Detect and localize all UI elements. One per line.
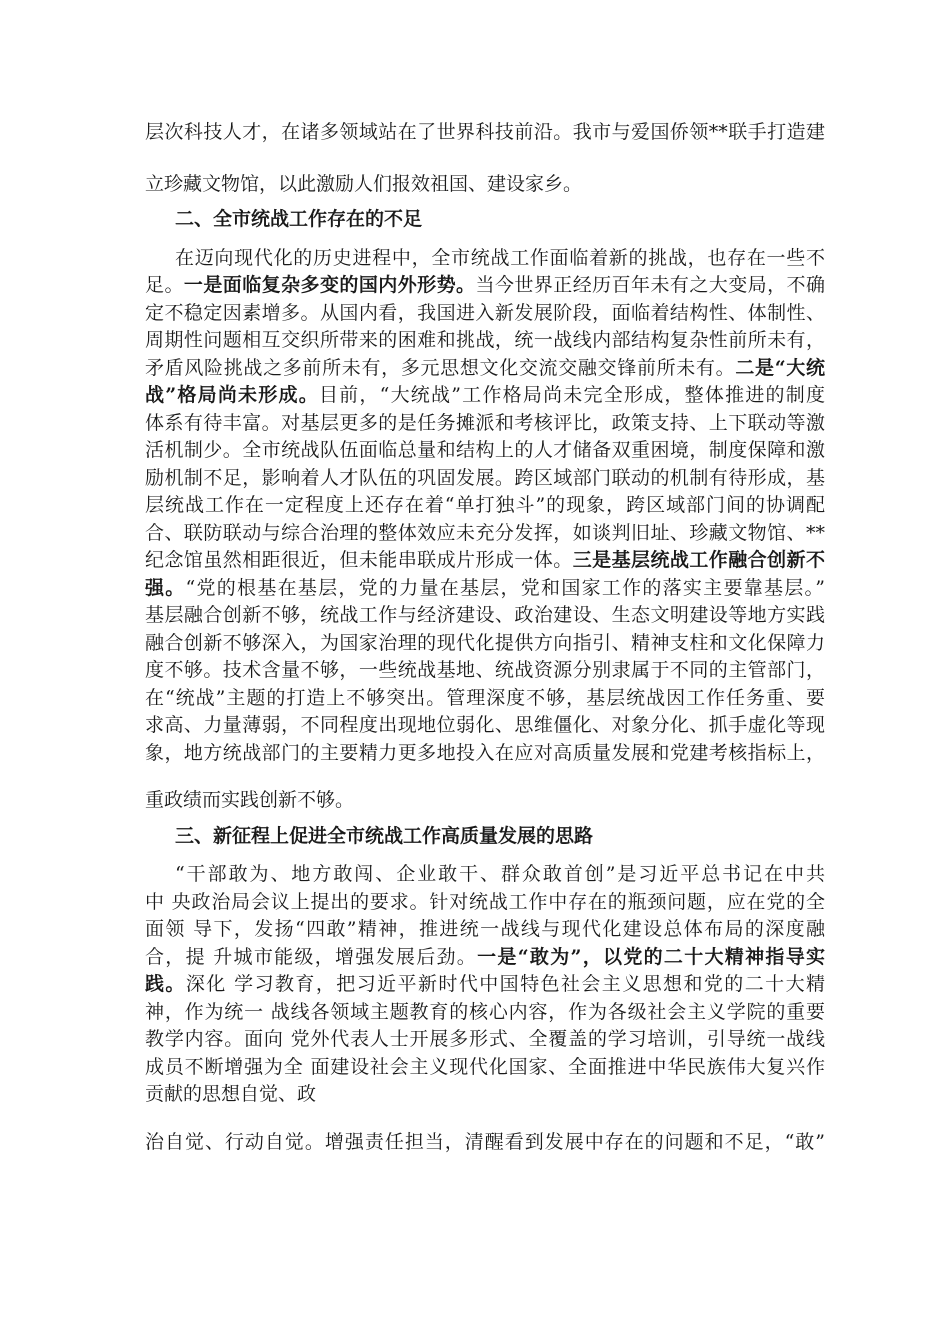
text-segment: 足。 (145, 274, 184, 296)
text-line: 治自觉、行动自觉。增强责任担当，清醒看到发展中存在的问题和不足，“敢” (145, 1131, 825, 1153)
text-segment: 矛盾风险挑战之多前所未有，多元思想文化交流交融交锋前所未有。 (145, 357, 736, 379)
text-line: 重政绩而实践创新不够。 (145, 789, 355, 811)
text-line: 成员不断增强为全 面建设社会主义现代化国家、全面推进中华民族伟大复兴作 (145, 1056, 825, 1078)
text-segment: 目前，“大统战”工作格局尚未完全形成，整体推进的制度 (318, 384, 825, 406)
text-line: 励机制不足，影响着人才队伍的巩固发展。跨区域部门联动的机制有待形成，基 (145, 467, 825, 489)
text-line: 在迈向现代化的历史进程中，全市统战工作面临着新的挑战，也存在一些不 (175, 247, 825, 269)
text-segment: 深化 学习教育，把习近平新时代中国特色社会主义思想和党的二十大精 (185, 973, 825, 995)
text-line (145, 576, 825, 600)
bold-point-three-cont: 强。 (145, 577, 186, 599)
text-segment: 纪念馆虽然相距很近，但未能串联成片形成一体。 (145, 549, 573, 571)
text-segment: “党的根基在基层，党的力量在基层，党和国家工作的落实主要靠基层。” (185, 577, 825, 599)
text-line: 求高、力量薄弱，不同程度出现地位弱化、思维僵化、对象分化、抓手虚化等现 (145, 714, 825, 736)
text-line: 基层融合创新不够，统战工作与经济建设、政治建设、生态文明建设等地方实践 (145, 604, 825, 626)
text-line: 活机制少。全市统战队伍面临总量和结构上的人才储备双重困境，制度保障和激 (145, 439, 825, 461)
bold-point-two: 二是“大统 (735, 357, 825, 379)
text-line (145, 273, 825, 297)
text-line (145, 383, 825, 407)
text-line: 立珍藏文物馆，以此激励人们报效祖国、建设家乡。 (145, 173, 583, 195)
bold-point-dare-cont: 践。 (145, 973, 186, 995)
text-line: 定不稳定因素增多。从国内看，我国进入新发展阶段，面临着结构性、体制性、 (145, 302, 825, 324)
text-line: 体系有待丰富。对基层更多的是任务摊派和考核评比，政策支持、上下联动等激 (145, 412, 825, 434)
text-line (145, 945, 825, 969)
text-line: “干部敢为、地方敢闯、企业敢干、群众敢首创”是习近平总书记在中共 (175, 863, 825, 885)
text-segment: 当今世界正经历百年未有之大变局，不确 (475, 274, 825, 296)
text-line: 层次科技人才，在诸多领域站在了世界科技前沿。我市与爱国侨领**联手打造建 (145, 121, 825, 143)
text-line: 面领 导下，发扬“四敢”精神，推进统一战线与现代化建设总体布局的深度融 (145, 918, 825, 940)
text-line: 层统战工作在一定程度上还存在着“单打独斗”的现象，跨区域部门间的协调配 (145, 494, 825, 516)
bold-point-two-cont: 战”格局尚未形成。 (145, 384, 319, 406)
text-line: 象，地方统战部门的主要精力更多地投入在应对高质量发展和党建考核指标上， (145, 742, 825, 764)
text-segment: 合，提 升城市能级，增强发展后劲。 (145, 946, 478, 968)
text-line: 教学内容。面向 党外代表人士开展多形式、全覆盖的学习培训，引导统一战线 (145, 1028, 825, 1050)
text-line: 周期性问题相互交织所带来的困难和挑战，统一战线内部结构复杂性前所未有， (145, 329, 825, 351)
text-line: 中 央政治局会议上提出的要求。针对统战工作中存在的瓶颈问题，应在党的全 (145, 891, 825, 913)
text-line: 神，作为统一 战线各领域主题教育的核心内容，作为各级社会主义学院的重要 (145, 1001, 825, 1023)
text-line: 度不够。技术含量不够，一些统战基地、统战资源分别隶属于不同的主管部门， (145, 659, 825, 681)
bold-point-dare: 一是“敢为”，以党的二十大精神指导实 (477, 946, 825, 968)
section-heading: 三、新征程上促进全市统战工作高质量发展的思路 (175, 825, 594, 847)
text-line: 融合创新不够深入，为国家治理的现代化提供方向指引、精神支柱和文化保障力 (145, 632, 825, 654)
bold-point-one: 一是面临复杂多变的国内外形势。 (183, 274, 476, 296)
text-line: 贡献的思想自觉、政 (145, 1083, 317, 1105)
text-line (145, 972, 825, 996)
text-line (145, 548, 825, 572)
section-heading: 二、全市统战工作存在的不足 (175, 208, 423, 230)
text-line: 合、联防联动与综合治理的整体效应未充分发挥，如谈判旧址、珍藏文物馆、** (145, 522, 825, 544)
text-line (145, 356, 825, 380)
bold-point-three: 三是基层统战工作融合创新不 (572, 549, 825, 571)
text-line: 在“统战”主题的打造上不够突出。管理深度不够，基层统战因工作任务重、要 (145, 687, 825, 709)
